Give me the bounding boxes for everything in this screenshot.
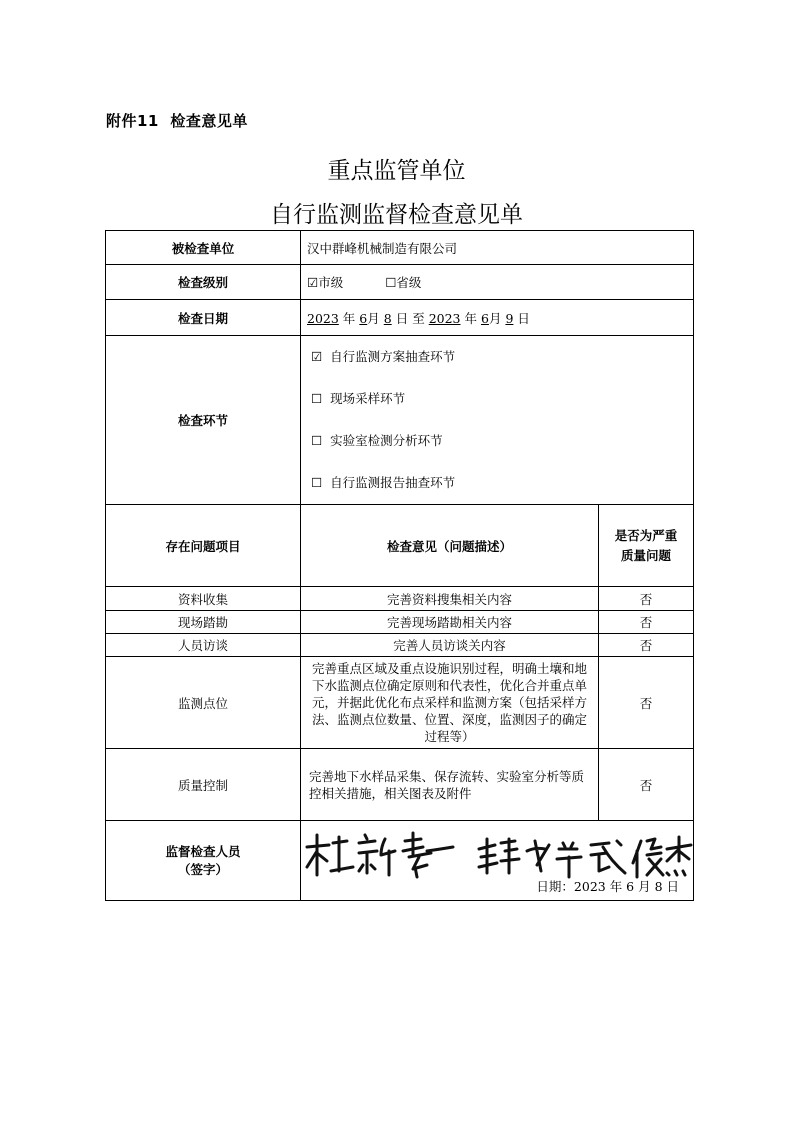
level-province-label: 省级 (396, 275, 422, 290)
inspector-label-line1: 监督检查人员 (165, 843, 241, 859)
unit-label: 被检查单位 (106, 231, 301, 265)
end-month: 6 (480, 310, 489, 326)
year-char-1: 年 (342, 310, 356, 326)
level-options (301, 265, 694, 300)
signature-row (106, 821, 694, 901)
stage-option-3 (307, 420, 687, 462)
stage-option-2 (307, 378, 687, 420)
month-char-1: 月 (367, 310, 380, 326)
year-char-2: 年 (464, 310, 477, 326)
issue-serious: 否 (599, 634, 694, 657)
issues-header-row (106, 505, 694, 587)
inspection-form-table (105, 230, 694, 901)
page-title-line1: 重点监管单位 (327, 158, 466, 184)
issue-serious: 否 (599, 657, 694, 749)
date-label: 检查日期 (106, 300, 301, 336)
stage-option-4 (307, 462, 687, 504)
issue-item: 监测点位 (106, 657, 301, 749)
table-row (106, 634, 694, 657)
appendix-heading (106, 110, 248, 131)
stage-checkbox-4[interactable]: ☐ (311, 475, 323, 490)
issues-header-serious-line2: 质量问题 (621, 547, 672, 563)
stage-row (106, 336, 694, 505)
inspector-label-line2: （签字） (177, 861, 228, 877)
issue-opinion: 完善地下水样品采集、保存流转、实验室分析等质控相关措施，相关图表及附件 (301, 749, 599, 821)
table-row (106, 749, 694, 821)
level-row (106, 265, 694, 300)
issues-header-serious-line1: 是否为严重 (614, 527, 678, 543)
stage-label-3: 实验室检测分析环节 (330, 433, 443, 448)
stage-options (301, 336, 694, 505)
appendix-label: 附件11 (106, 112, 159, 130)
table-row (106, 611, 694, 634)
month-char-2: 月 (488, 310, 502, 326)
issue-item: 现场踏勘 (106, 611, 301, 634)
issue-item: 质量控制 (106, 749, 301, 821)
signature-cell (301, 821, 694, 901)
issues-header-serious (599, 505, 694, 587)
end-year: 2023 (428, 310, 461, 326)
table-row (106, 587, 694, 611)
level-province-checkbox[interactable]: ☐ (385, 275, 397, 290)
day-char-2: 日 (517, 310, 530, 326)
appendix-title: 检查意见单 (170, 112, 248, 130)
issue-item: 资料收集 (106, 587, 301, 611)
date-row (106, 300, 694, 336)
start-year: 2023 (307, 310, 339, 326)
inspector-label (106, 821, 301, 901)
unit-row (106, 231, 694, 265)
stage-label-2: 现场采样环节 (330, 391, 406, 406)
start-month: 6 (359, 310, 368, 326)
stage-checkbox-2[interactable]: ☐ (311, 391, 323, 406)
issue-serious: 否 (599, 587, 694, 611)
unit-value: 汉中群峰机械制造有限公司 (301, 231, 694, 265)
issues-header-opinion: 检查意见（问题描述） (301, 505, 599, 587)
date-value (301, 300, 694, 336)
table-row (106, 657, 694, 749)
level-city-checkbox[interactable]: ☑ (307, 275, 319, 290)
issue-opinion: 完善现场踏勘相关内容 (301, 611, 599, 634)
stage-label: 检查环节 (106, 336, 301, 505)
sign-date: 日期：2023 年 6 月 8 日 (536, 879, 680, 894)
issue-item: 人员访谈 (106, 634, 301, 657)
issue-serious: 否 (599, 749, 694, 821)
issue-opinion: 完善人员访谈关内容 (301, 634, 599, 657)
stage-label-4: 自行监测报告抽查环节 (330, 475, 456, 490)
issue-opinion: 完善重点区域及重点设施识别过程，明确土壤和地下水监测点位确定原则和代表性，优化合并重点单元，并据此优化布点采样和监测方案（包括采样方法、监测点位数量、位置、深度，监测因子的确定过程等） (301, 657, 599, 749)
stage-checkbox-3[interactable]: ☐ (311, 433, 323, 448)
issue-serious: 否 (599, 611, 694, 634)
issues-header-item: 存在问题项目 (106, 505, 301, 587)
stage-checkbox-1[interactable]: ☑ (311, 349, 323, 364)
end-day: 9 (505, 310, 514, 326)
level-label: 检查级别 (106, 265, 301, 300)
start-day: 8 (383, 310, 392, 326)
level-city-label: 市级 (318, 275, 344, 290)
stage-label-1: 自行监测方案抽查环节 (330, 349, 456, 364)
issue-opinion: 完善资料搜集相关内容 (301, 587, 599, 611)
to-char: 至 (412, 310, 425, 326)
day-char-1: 日 (395, 310, 409, 326)
page-title-line2: 自行监测监督检查意见单 (270, 202, 523, 228)
stage-option-1 (307, 336, 687, 378)
